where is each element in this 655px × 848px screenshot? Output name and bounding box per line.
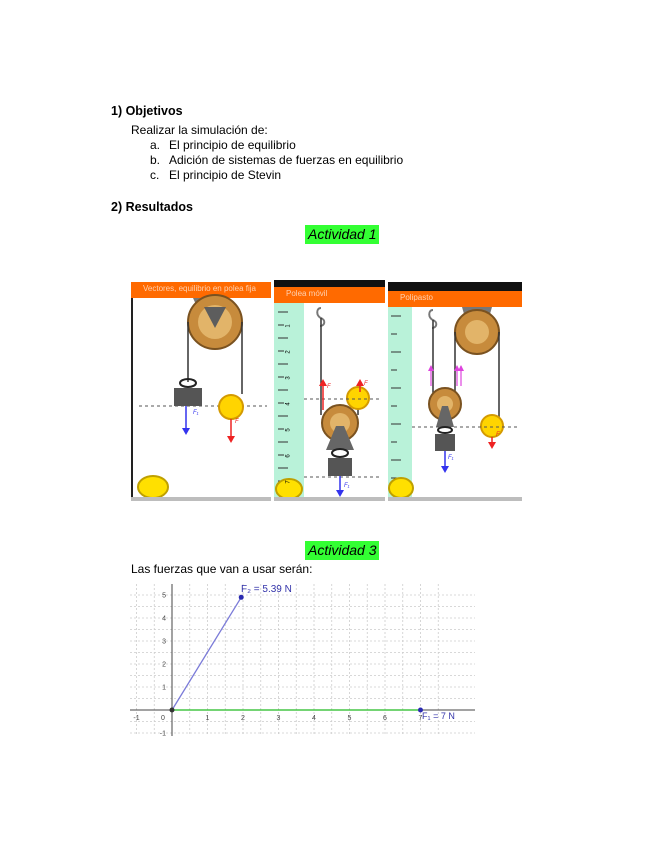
list-item: c. El principio de Stevin: [150, 168, 282, 182]
section-heading-resultados: 2) Resultados: [111, 200, 193, 214]
sim-panel-bar: Polea móvil: [274, 287, 385, 303]
y-tick-label: 4: [162, 615, 166, 623]
sim-panel-bar: Vectores, equilibrio en polea fija: [131, 282, 271, 298]
list-item: a. El principio de equilibrio: [150, 138, 296, 152]
forces-intro: Las fuerzas que van a usar serán:: [131, 562, 313, 576]
movable-pulley-illustration: [274, 280, 385, 501]
y-tick-label: 5: [162, 592, 166, 600]
y-tick-label: -1: [159, 730, 166, 736]
y-tick-label: 2: [162, 661, 166, 669]
x-tick-label: 4: [312, 715, 316, 722]
f1-label: F₁ = 7 N: [422, 711, 455, 721]
vector-endpoint-f2: [239, 595, 244, 600]
x-tick-label: 1: [205, 715, 210, 722]
force-graph: [130, 584, 475, 736]
activity-1-label: Actividad 1: [305, 225, 379, 244]
x-tick-label: 6: [383, 715, 387, 722]
section-heading-objetivos: 1) Objetivos: [111, 104, 183, 118]
sim-panel-scroll: [131, 497, 271, 501]
x-tick-label: 2: [241, 715, 245, 722]
origin-point: [170, 708, 175, 713]
sim-panel-compound-pulley: Polipasto F₁ F: [388, 282, 522, 501]
objetivos-list: [150, 138, 403, 183]
y-tick-label: 1: [162, 684, 166, 692]
y-tick-label: 3: [162, 638, 166, 646]
sim-panel-bar: Polipasto: [388, 291, 522, 307]
sim-panel-fixed-pulley: Vectores, equilibrio en polea fija F₁ F: [131, 282, 271, 501]
sim-panel-movable-pulley: Polea móvil 1 2 3 4 5 6 7 F F F₁: [274, 280, 385, 501]
force-vector-f2: [172, 597, 241, 710]
f2-label: F₂ = 5.39 N: [241, 584, 292, 595]
sim-panel-scroll: [274, 497, 385, 501]
sim-panel-scroll: [388, 497, 522, 501]
objetivos-intro: Realizar la simulación de:: [131, 123, 268, 137]
list-item: b. Adición de sistemas de fuerzas en equilibrio: [150, 153, 404, 167]
x-tick-label: 5: [347, 715, 352, 722]
x-tick-label: -1: [133, 715, 140, 722]
x-tick-label: 0: [161, 715, 165, 722]
fixed-pulley-illustration: [131, 282, 271, 501]
compound-pulley-illustration: [388, 282, 522, 501]
x-tick-label: 7: [418, 715, 423, 722]
x-tick-label: 3: [276, 715, 281, 722]
activity-3-label: Actividad 3: [305, 541, 379, 560]
